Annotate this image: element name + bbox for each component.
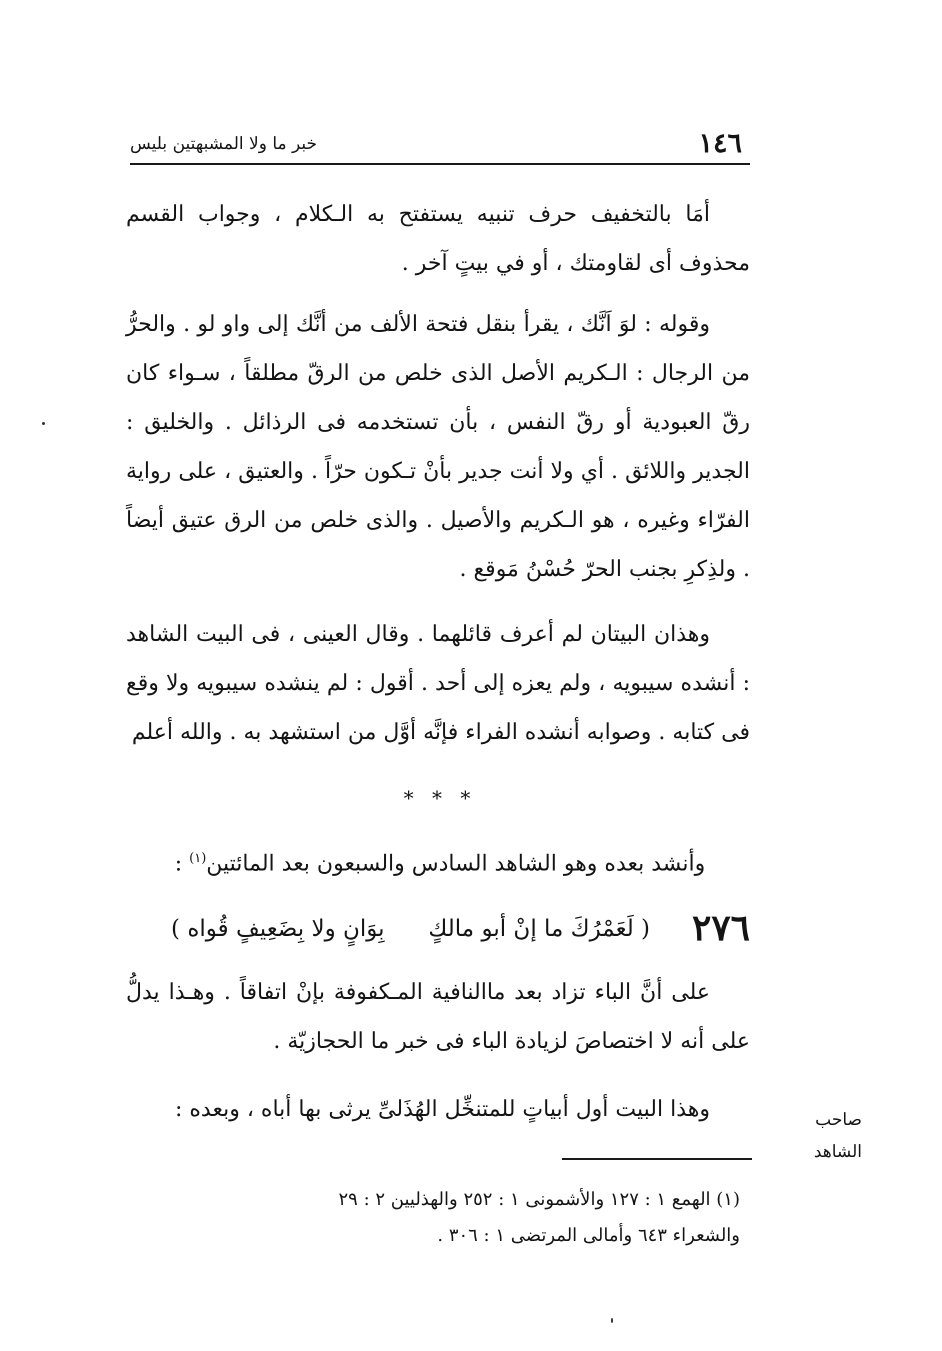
paragraph-text: وقوله : لوَ اَنَّك ، يقرأ بنقل فتحة الألف من أنَّك إلى واو لو . والحرُّ من الرجال : الـكريم الأصل الذى خلص من الرقّ مطلقاً ، سـواء كان رقّ العبودية أو رقّ النفس ، بأن تستخدمه فى الرذائل . والخليق : الجدير واللائق . أي ولا أنت جدير بأنْ تـكون حرّاً . والعتيق ، على رواية الفرّاء وغيره ، هو الـكريم والأصيل . والذى خلص من الرق عتيق أيضاً . ولذِكرِ بجنب الحرّ حُسْنُ مَوقع . (126, 312, 750, 582)
paragraph-text: وهذان البيتان لم أعرف قائلهما . وقال العينى ، فى البيت الشاهد : أنشده سيبويه ، ولم يعزه إلى أحد . أقول : لم ينشده سيبويه ولا وقع فى كتابه . وصوابه أنشده الفراء فإنَّه أوَّل من استشهد به . والله أعلم (126, 622, 750, 745)
footnote-reference: (١) (189, 851, 207, 866)
paragraph-text: وهذا البيت أول أبياتٍ للمتنخِّل الهُذَلىِّ يرثى بها أباه ، وبعده : (174, 1097, 710, 1122)
footnotes (130, 1182, 740, 1254)
margin-note: صاحب الشاهد (813, 1110, 862, 1162)
paragraph-after-verse (126, 968, 750, 1066)
page-header (130, 128, 750, 160)
page-number: ١٤٦ (698, 128, 742, 159)
paragraph-last (126, 1085, 750, 1134)
footnote-line-1: (١) الهمع ١ : ١٢٧ والأشمونى ١ : ٢٥٢ والهذليين ٢ : ٢٩ (338, 1189, 740, 1210)
paragraph-text: على أنَّ الباء تزاد بعد ماالنافية المـكفوفة بإنْ اتفاقاً . وهـذا يدلُّ على أنه لا اختصاصَ لزيادة الباء فى خبر ما الحجازيّة . (126, 980, 750, 1054)
header-rule (130, 163, 750, 165)
paragraph-2 (126, 300, 750, 594)
paragraph-1 (126, 190, 750, 288)
verse-intro-text: وأنشد بعده وهو الشاهد السادس والسبعون بعد المائتين (206, 851, 706, 877)
verse-intro-end: : (174, 851, 190, 877)
verse-block (130, 900, 750, 960)
verse-number: ٢٧٦ (691, 907, 750, 949)
verse-intro (130, 837, 750, 886)
verse-text: ( لَعَمْرُكَ ما إنْ أبو مالكٍ بِوَانٍ ولا بِضَعِيفٍ قُواه ) (171, 916, 650, 942)
footnote-line-2: والشعراء ٦٤٣ وأمالى المرتضى ١ : ٣٠٦ . (437, 1225, 740, 1246)
running-title: خبر ما ولا المشبهتين بليس (130, 134, 318, 154)
paragraph-text: أمَا بالتخفيف حرف تنبيه يستفتح به الـكلام ، وجواب القسم محذوف أى لقاومتك ، أو في بيتٍ آخر . (126, 202, 750, 276)
paragraph-3 (126, 610, 750, 757)
section-separator: * * * (403, 786, 477, 810)
footnote-rule (562, 1158, 752, 1160)
scan-speck (42, 422, 45, 425)
scan-speck (611, 1318, 613, 1323)
